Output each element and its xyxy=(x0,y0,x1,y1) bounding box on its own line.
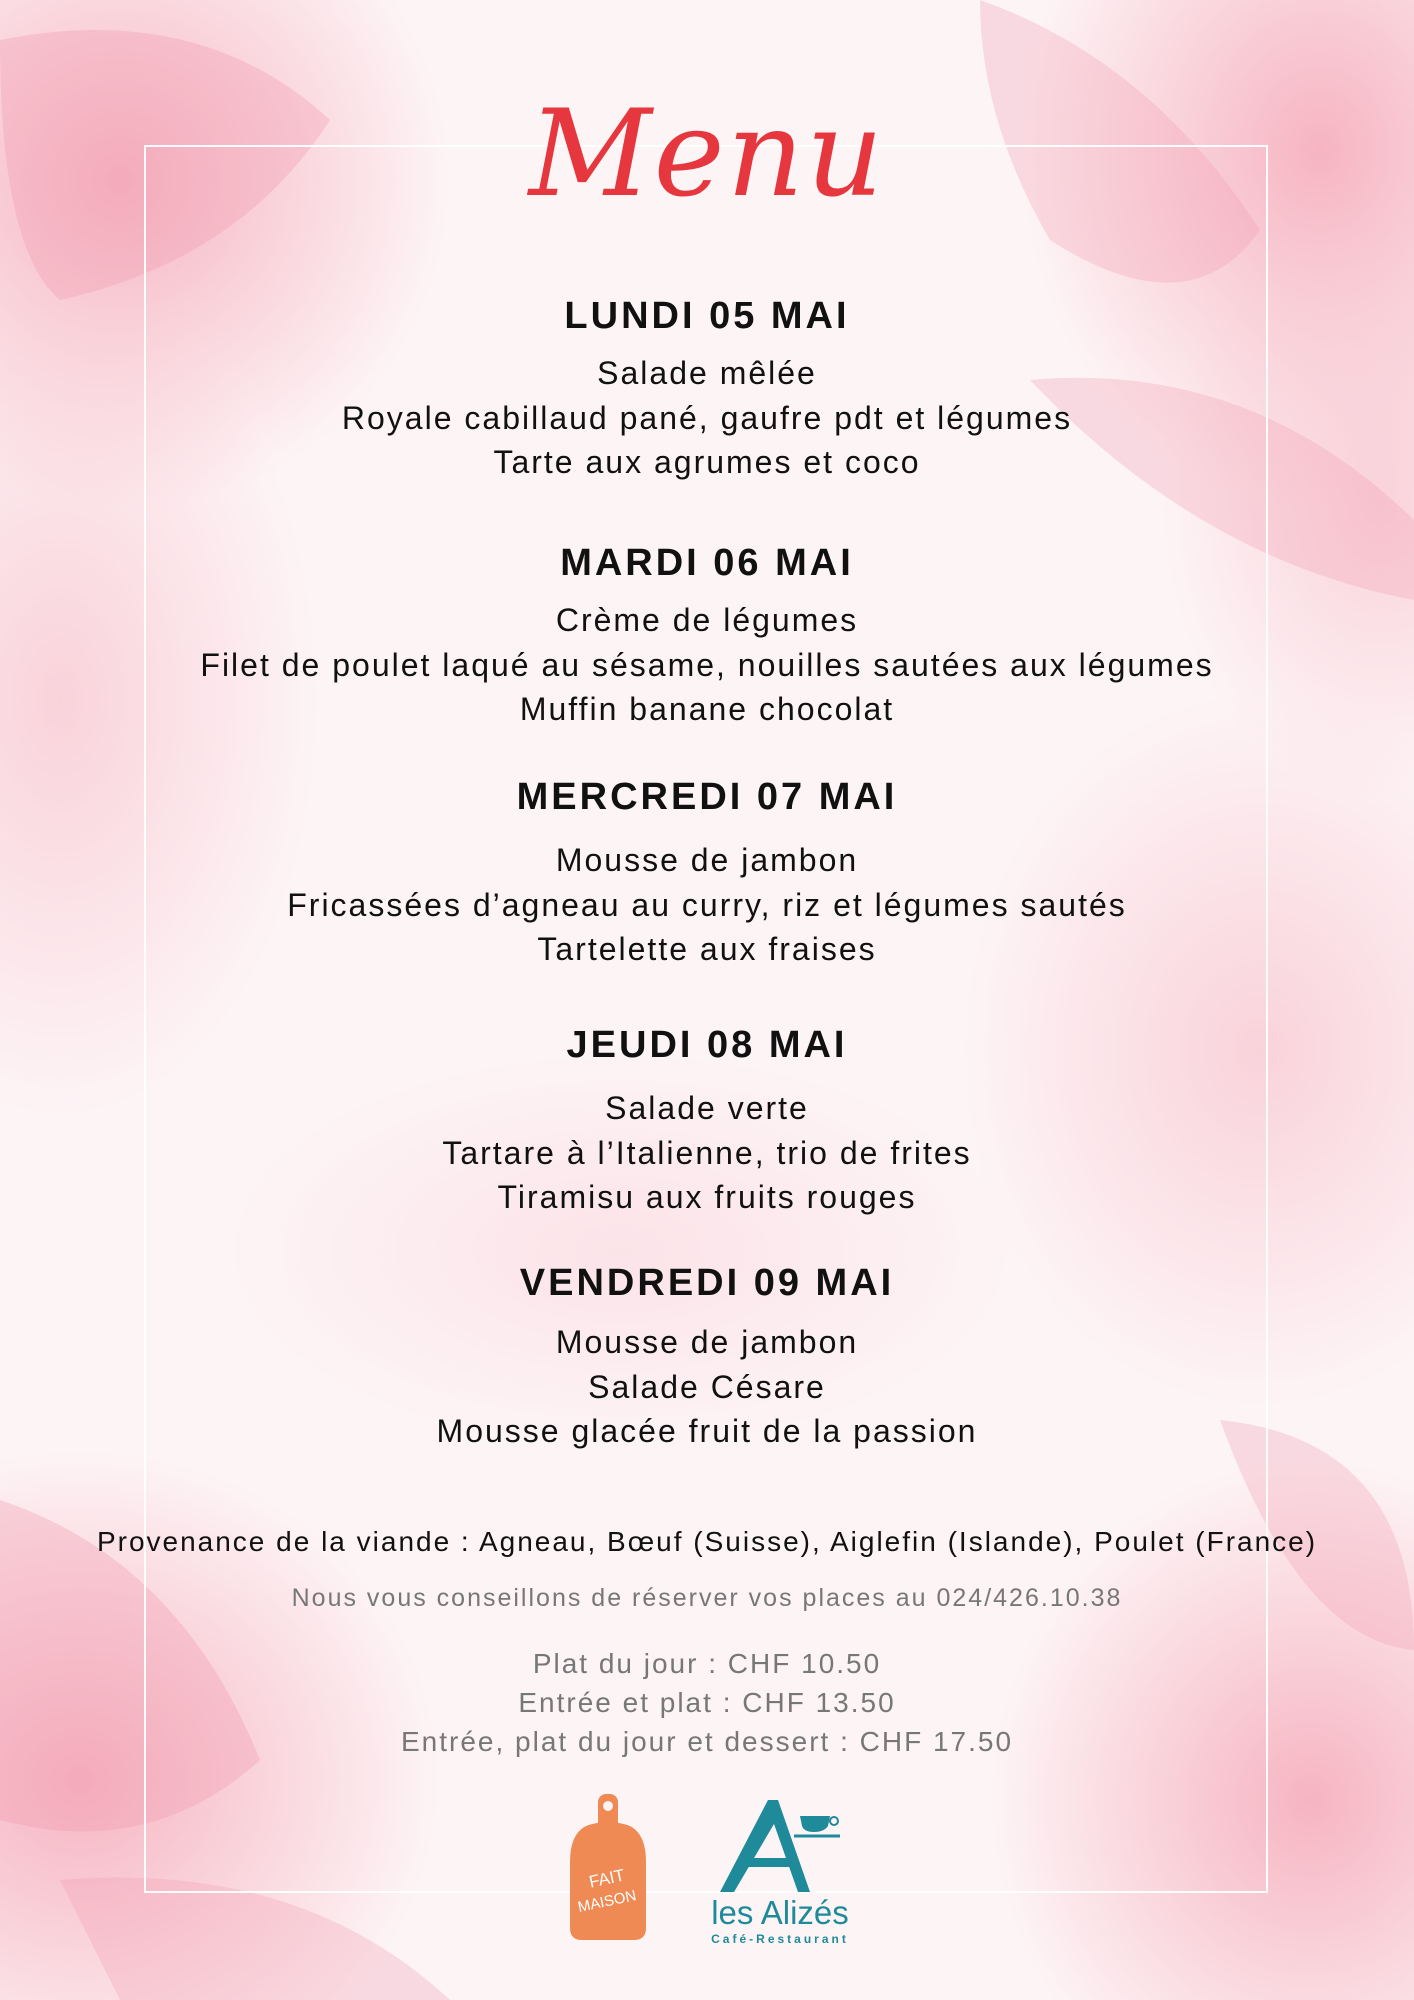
dish-item: Filet de poulet laqué au sésame, nouilles sautées aux légumes xyxy=(200,646,1214,683)
day-title: VENDREDI 09 MAI xyxy=(519,1262,895,1304)
dish-list xyxy=(0,1086,1414,1220)
dish-item: Mousse glacée fruit de la passion xyxy=(436,1413,978,1449)
dish-item: Salade verte xyxy=(605,1090,809,1126)
dish-list xyxy=(0,351,1414,485)
day-title: MARDI 06 MAI xyxy=(560,542,854,584)
dish-item: Tartare à l’Italienne, trio de frites xyxy=(442,1134,972,1171)
dish-item: Royale cabillaud pané, gaufre pdt et légumes xyxy=(341,399,1073,436)
dish-item: Mousse de jambon xyxy=(555,842,859,878)
menu-title: Menu xyxy=(528,85,886,224)
price-list xyxy=(0,1644,1414,1761)
dish-list xyxy=(0,838,1414,972)
dish-list xyxy=(0,598,1414,732)
day-section-friday xyxy=(0,1264,1414,1454)
day-title: MERCREDI 07 MAI xyxy=(516,776,898,818)
day-section-monday xyxy=(0,297,1414,485)
day-title: JEUDI 08 MAI xyxy=(566,1024,848,1066)
dish-item: Fricassées d’agneau au curry, riz et légumes sautés xyxy=(287,886,1127,923)
meat-origin-note: Provenance de la viande : Agneau, Bœuf (Suisse), Aiglefin (Islande), Poulet (France) xyxy=(96,1526,1318,1557)
les-alizes-subtitle: Café-Restaurant xyxy=(711,1932,849,1946)
price-item: Plat du jour : CHF 10.50 xyxy=(532,1648,882,1679)
dish-item: Crème de légumes xyxy=(555,602,859,638)
dish-item: Salade mêlée xyxy=(597,355,817,391)
day-section-thursday xyxy=(0,1026,1414,1220)
fait-maison-logo xyxy=(566,1792,650,1942)
svg-text:FAIT: FAIT xyxy=(587,1865,627,1892)
dish-item: Tarte aux agrumes et coco xyxy=(493,444,921,480)
reservation-note: Nous vous conseillons de réserver vos places au 024/426.10.38 xyxy=(291,1584,1123,1612)
dish-list xyxy=(0,1320,1414,1454)
svg-text:MAISON: MAISON xyxy=(576,1887,638,1917)
day-title: LUNDI 05 MAI xyxy=(564,295,850,337)
dish-item: Mousse de jambon xyxy=(555,1324,859,1360)
day-section-wednesday xyxy=(0,778,1414,972)
day-section-tuesday xyxy=(0,544,1414,732)
dish-item: Tiramisu aux fruits rouges xyxy=(497,1179,917,1215)
price-item: Entrée, plat du jour et dessert : CHF 17.50 xyxy=(400,1726,1014,1757)
price-item: Entrée et plat : CHF 13.50 xyxy=(518,1687,896,1718)
dish-item: Tartelette aux fraises xyxy=(537,931,877,967)
les-alizes-name: les Alizés xyxy=(711,1894,849,1931)
dish-item: Salade Césare xyxy=(588,1368,826,1405)
dish-item: Muffin banane chocolat xyxy=(519,691,895,727)
